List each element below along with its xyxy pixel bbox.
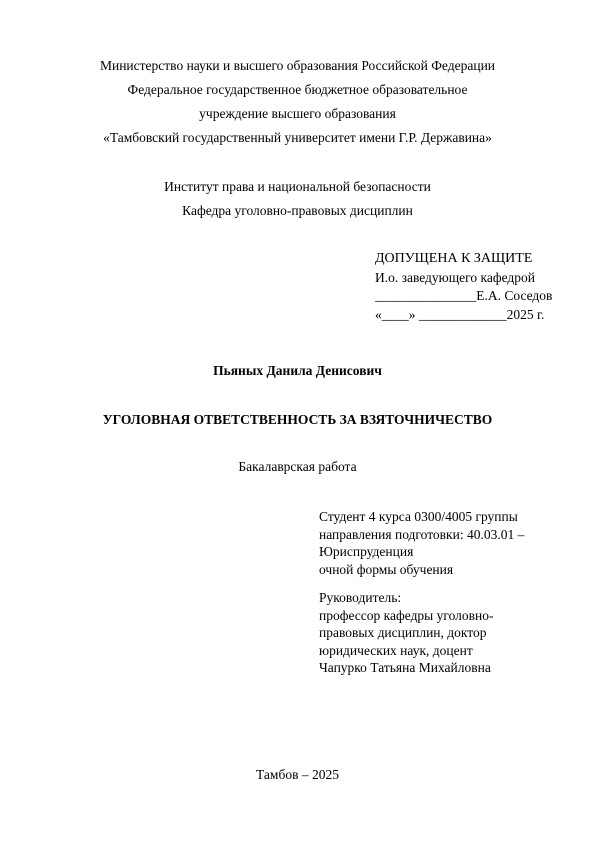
author-name: Пьяных Данила Денисович [213,363,382,378]
supervisor-name: Чапурко Татьяна Михайловна [319,660,491,675]
university-type-line: Федеральное государственное бюджетное образовательное [127,82,468,97]
student-line-2: направления подготовки: 40.03.01 – [319,526,525,542]
approval-position: И.о. заведующего кафедрой [375,269,535,285]
supervisor-info [319,589,589,677]
ministry-line: Министерство науки и высшего образования Российской Федерации [99,58,496,73]
student-line-1: Студент 4 курса 0300/4005 группы [319,509,518,524]
approval-date-line: «____» _____________2025 г. [375,306,545,322]
supervisor-label: Руководитель: [319,590,402,605]
department-name: Кафедра уголовно-правовых дисциплин [182,203,413,218]
city-year: Тамбов – 2025 [256,767,339,782]
institute-name: Институт права и национальной безопасности [164,179,431,194]
approval-signature-line: _______________Е.А. Соседов [375,288,553,303]
supervisor-line-1: профессор кафедры уголовно- [319,607,494,623]
approval-block [375,250,590,324]
approval-title: ДОПУЩЕНА К ЗАЩИТЕ [375,251,533,266]
supervisor-line-3: юридических наук, доцент [319,642,473,658]
student-info [319,508,589,578]
student-line-4: очной формы обучения [319,561,454,577]
university-name-line: «Тамбовский государственный университет имени Г.Р. Державина» [103,130,492,145]
student-line-3: Юриспруденция [319,544,414,559]
work-type: Бакалаврская работа [238,459,357,474]
thesis-title: УГОЛОВНАЯ ОТВЕТСТВЕННОСТЬ ЗА ВЗЯТОЧНИЧЕСТВО [102,412,493,427]
supervisor-line-2: правовых дисциплин, доктор [319,625,487,640]
institution-line: учреждение высшего образования [199,106,396,121]
